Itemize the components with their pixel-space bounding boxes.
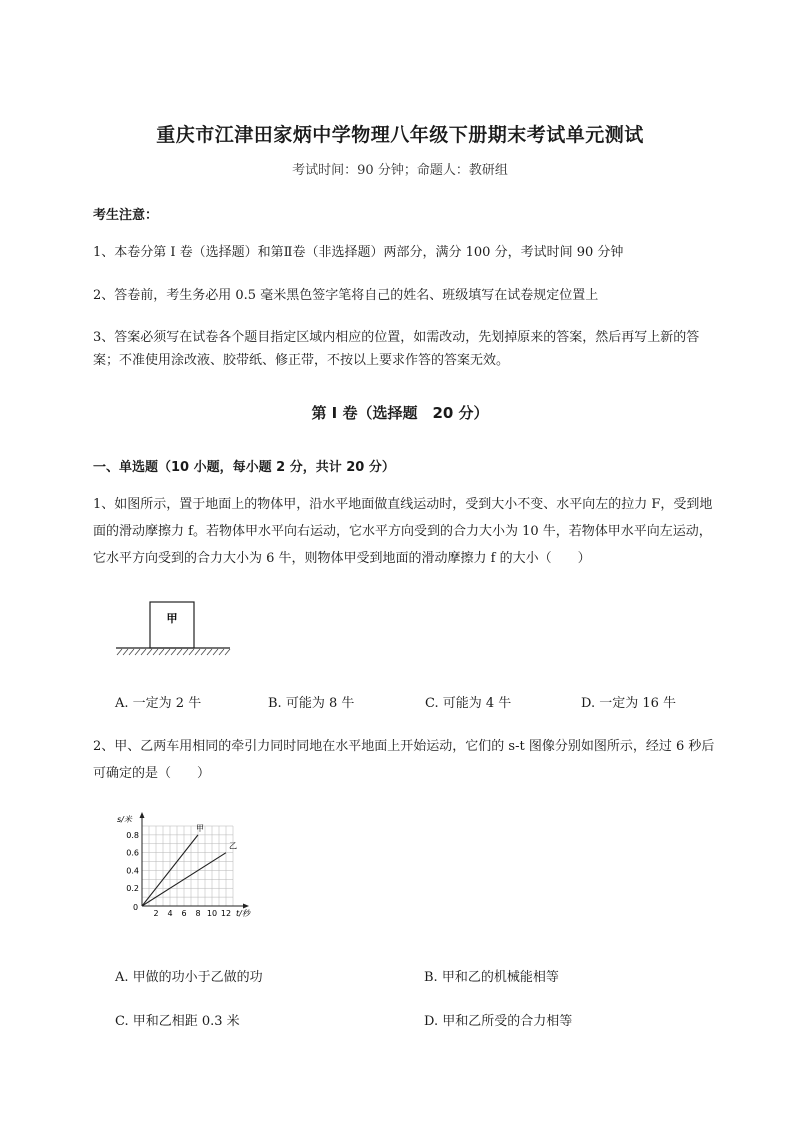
y-tick-label: 0.6 [126,848,139,858]
q2-option-d[interactable]: D. 甲和乙所受的合力相等 [424,1014,573,1029]
notice-item-2: 2、答卷前，考生务必用 0.5 毫米黑色签字笔将自己的姓名、班级填写在试卷规定位置上 [93,288,599,303]
q1-option-d[interactable]: D. 一定为 16 牛 [581,696,677,711]
exam-info: 考试时间：90 分钟；命题人：教研组 [292,163,508,178]
notice-heading: 考生注意： [93,208,159,223]
ground-hatch [117,649,230,655]
y-axis-label: s/米 [117,815,132,824]
q2-option-a[interactable]: A. 甲做的功小于乙做的功 [115,970,263,985]
y-tick-label: 0.4 [126,866,139,876]
y-tick-label: 0.8 [126,830,139,840]
page-title: 重庆市江津田家炳中学物理八年级下册期末考试单元测试 [156,124,644,146]
q1-option-a[interactable]: A. 一定为 2 牛 [115,696,202,711]
x-tick-label: 2 [153,909,159,918]
question-1-figure [113,598,233,660]
series-label-2: 乙 [229,841,237,851]
origin-label: 0 [133,903,139,912]
question-2-text: 2、甲、乙两车用相同的牵引力同时同地在水平地面上开始运动，它们的 s-t 图像分别如图所示，经过 6 秒后可确定的是（ ） [93,739,715,781]
question-1-text: 1、如图所示，置于地面上的物体甲，沿水平地面做直线运动时，受到大小不变、水平向左的拉力 F，受到地面的滑动摩擦力 f。若物体甲水平向右运动，它水平方向受到的合力大小为 10 牛，若物体甲水平向左运动，它水平方向受到的合力大小为 6 牛，则物体甲受到地面的滑动摩擦力 f 的大小（ ） [93,497,713,566]
x-axis-label: t/秒 [236,909,250,918]
y-tick-label: 0.2 [126,884,139,894]
x-tick-label: 6 [181,909,187,918]
series-label-1: 甲 [196,823,204,833]
y-axis-arrow [140,812,145,818]
s-t-chart [110,808,280,923]
notice-item-3: 3、答案必须写在试卷各个题目指定区域内相应的位置，如需改动，先划掉原来的答案，然后再写上新的答案；不准使用涂改液、胶带纸、修正带，不按以上要求作答的答案无效。 [93,330,700,368]
q1-option-c[interactable]: C. 可能为 4 牛 [425,696,512,711]
section-title: 第 I 卷（选择题 20 分） [311,404,489,422]
q1-option-b[interactable]: B. 可能为 8 牛 [268,696,355,711]
part-heading: 一、单选题（10 小题，每小题 2 分，共计 20 分） [93,460,395,475]
chart-grid [142,823,233,906]
x-axis-arrow [243,904,249,909]
x-tick-label: 4 [167,909,173,918]
x-tick-label: 10 [206,909,218,918]
q2-option-c[interactable]: C. 甲和乙相距 0.3 米 [115,1014,240,1029]
x-tick-label: 12 [220,909,232,918]
q2-option-b[interactable]: B. 甲和乙的机械能相等 [424,970,559,985]
block-label: 甲 [166,612,178,625]
x-tick-label: 8 [195,909,201,918]
notice-item-1: 1、本卷分第 I 卷（选择题）和第Ⅱ卷（非选择题）两部分，满分 100 分，考试时间 90 分钟 [93,245,624,260]
block-jia [150,602,194,648]
